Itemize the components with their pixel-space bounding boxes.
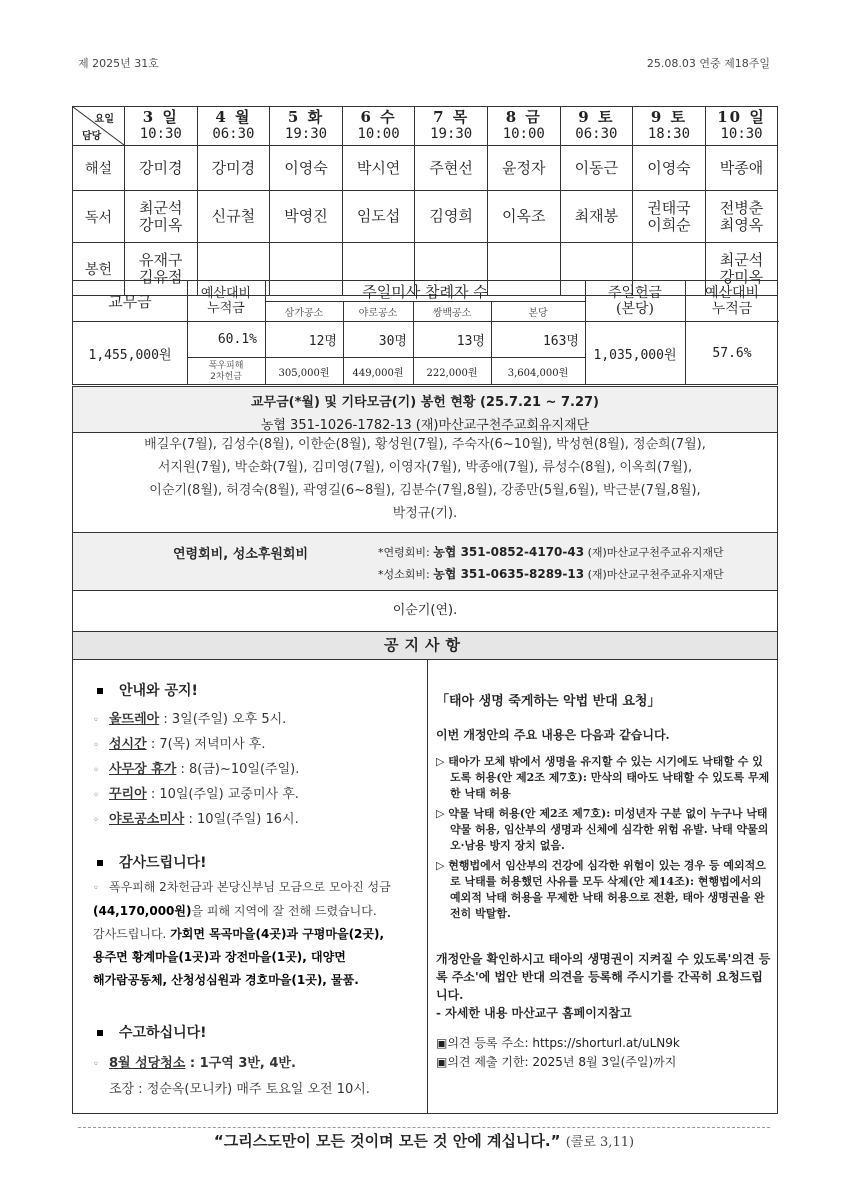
att-col: 본당 bbox=[528, 307, 548, 319]
att-col: 쌍백공소 bbox=[432, 307, 472, 319]
duty-cell: 박시연 bbox=[342, 146, 415, 191]
att-col: 야로공소 bbox=[358, 307, 398, 319]
role-offertory: 봉헌 bbox=[73, 243, 125, 296]
duty-cell: 김영희 bbox=[415, 191, 488, 243]
duty-cell: 최군석 강미옥 bbox=[705, 243, 778, 296]
day-header: 3 일 10:30 bbox=[125, 107, 198, 146]
petition-title: 「태아 생명 죽게하는 악법 반대 요청」 bbox=[436, 694, 661, 709]
flood-value: 3,604,000원 bbox=[507, 368, 569, 379]
duty-cell: 전병춘 최영옥 bbox=[705, 191, 778, 243]
petition-deadline: ▣의견 제출 기한: 2025년 8월 3일(주일)까지 bbox=[436, 1055, 677, 1069]
day-header: 8 금 10:00 bbox=[487, 107, 560, 146]
association-header bbox=[72, 533, 778, 591]
notice-body bbox=[72, 660, 778, 1114]
finance-table bbox=[72, 280, 778, 385]
flood-value: 449,000원 bbox=[352, 368, 404, 379]
attendance-value: 12명 bbox=[308, 333, 337, 349]
attendance-value: 30명 bbox=[378, 333, 407, 349]
duty-cell: 최재봉 bbox=[560, 191, 633, 243]
attendance-value: 163명 bbox=[542, 333, 579, 349]
duty-cell: 유재구 김유점 bbox=[125, 243, 198, 296]
section-heading: 수고하십니다! bbox=[97, 1022, 207, 1042]
cleaning-leader: 조장 : 정순옥(모니카) 매주 토요일 오전 10시. bbox=[109, 1082, 370, 1097]
duty-cell: 이옥조 bbox=[487, 191, 560, 243]
duty-cell: 이동근 bbox=[560, 146, 633, 191]
day-header: 5 화 19:30 bbox=[270, 107, 343, 146]
petition-intro: 이번 개정안의 주요 내용은 다음과 같습니다. bbox=[436, 728, 670, 742]
duty-cell: 임도섭 bbox=[342, 191, 415, 243]
duty-cell: 윤정자 bbox=[487, 146, 560, 191]
duty-cell: 권태국 이희순 bbox=[633, 191, 706, 243]
kyomu-amount: 1,455,000원 bbox=[88, 348, 172, 363]
day-header: 4 월 06:30 bbox=[197, 107, 270, 146]
day-header: 10 일 10:30 bbox=[705, 107, 778, 146]
offering-label: 주일헌금 (본당) bbox=[607, 285, 663, 317]
notice-title: 공지사항 bbox=[72, 632, 778, 660]
duty-cell: 이영숙 bbox=[633, 146, 706, 191]
notice-item: ◦ 꾸리아 : 10일(주일) 교중미사 후. bbox=[93, 787, 299, 802]
association-title: 연령회비, 성소후원회비 bbox=[173, 547, 309, 562]
day-header: 7 목 19:30 bbox=[415, 107, 488, 146]
role-reading: 독서 bbox=[73, 191, 125, 243]
donor-line: 박정규(기). bbox=[392, 506, 458, 521]
association-donors: 이순기(연). bbox=[72, 591, 778, 632]
duty-cell: 박영진 bbox=[270, 191, 343, 243]
petition-items bbox=[436, 754, 771, 922]
duty-cell: 박종애 bbox=[705, 146, 778, 191]
duty-cell: 신규철 bbox=[197, 191, 270, 243]
notice-left-column bbox=[73, 660, 428, 1113]
donor-list bbox=[72, 433, 778, 533]
schedule-corner bbox=[73, 107, 125, 146]
notice-item: ◦ 울뜨레아 : 3일(주일) 오후 5시. bbox=[93, 712, 287, 727]
issue-date: 25.08.03 연중 제18주일 bbox=[646, 57, 770, 70]
flood-label: 폭우피해 2차헌금 bbox=[208, 360, 244, 382]
petition-request: 개정안을 확인하시고 태아의 생명권이 지켜질 수 있도록'의견 등록 주소'에 법안 반대 의견을 등록해 주시기를 간곡히 요청드립니다. bbox=[436, 952, 771, 1002]
day-header: 9 토 06:30 bbox=[560, 107, 633, 146]
issue-number: 제 2025년 31호 bbox=[78, 57, 159, 70]
section-heading: 감사드립니다! bbox=[97, 852, 207, 872]
mass-schedule-table bbox=[72, 106, 778, 296]
corner-duty-label: 담당 bbox=[82, 131, 102, 142]
donation-account: 농협 351-1026-1782-13 (재)마산교구천주교회유지재단 bbox=[260, 418, 590, 433]
donor-line: 배길우(7월), 김성수(8월), 이한순(8월), 황성원(7월), 주숙자(6~10월), 박성현(8월), 정순희(7월), bbox=[144, 437, 706, 452]
donation-header bbox=[72, 386, 778, 433]
association-account-1: *연령회비: 농협 351-0852-4170-43 (재)마산교구천주교유지재단 bbox=[378, 545, 724, 559]
role-commentary: 해설 bbox=[73, 146, 125, 191]
att-col: 삼가공소 bbox=[284, 307, 324, 319]
duty-cell: 최군석 강미옥 bbox=[125, 191, 198, 243]
petition-link[interactable]: ▣의견 등록 주소: https://shorturl.at/uLN9k bbox=[436, 1036, 680, 1050]
day-header: 9 토 18:30 bbox=[633, 107, 706, 146]
petition-more-info: - 자세한 내용 마산교구 홈페이지참고 bbox=[436, 1006, 632, 1020]
kyomu-label: 교무금 bbox=[108, 292, 152, 311]
notice-item: ◦ 8월 성당청소 : 1구역 3반, 4반. bbox=[93, 1056, 296, 1071]
petition-item: ▷ 태아가 모체 밖에서 생명을 유지할 수 있는 시기에도 낙태할 수 있도록 허용(안 제2조 제7호): 만삭의 태아도 낙태할 수 있도록 무제한 낙태 허용 bbox=[436, 755, 770, 800]
kyomu-percent: 60.1% bbox=[217, 331, 257, 347]
flood-value: 222,000원 bbox=[426, 368, 478, 379]
notice-item: ◦ 성시간 : 7(목) 저녁미사 후. bbox=[93, 737, 266, 752]
petition-item: ▷ 현행법에서 임산부의 건강에 심각한 위험이 있는 경우 등 예외적으로 낙태를 허용했던 사유를 모두 삭제(안 제14조): 현행법에서의 예외적 낙태 허용을 무제한 낙태 허용으로 전환, 태아 생명권을 완전히 박탈함. bbox=[436, 859, 766, 920]
association-account-2: *성소회비: 농협 351-0635-8289-13 (재)마산교구천주교유지재단 bbox=[378, 567, 724, 581]
donor-line: 이순기(8월), 허경숙(8월), 곽영길(6~8월), 김분수(7월,8월), 강종만(5월,6월), 박근분(7월,8월), bbox=[149, 483, 701, 498]
thanks-paragraph: ◦ 폭우피해 2차헌금과 본당신부님 모금으로 모아진 성금 (44,170,000원)을 피해 지역에 잘 전해 드렸습니다. 감사드립니다. 가회면 목곡마을(4곳)과 구평마을(2곳), 용주면 황계마을(1곳)과 장전마을(1곳), 대양면 해가람공동체, 산청성심원과 경호마을(1곳), 물품. bbox=[93, 880, 391, 987]
attendance-value: 13명 bbox=[456, 333, 485, 349]
offering-budget-label: 예산대비 누적금 bbox=[704, 285, 760, 317]
duty-cell: 강미경 bbox=[125, 146, 198, 191]
duty-cell: 이영숙 bbox=[270, 146, 343, 191]
donation-title: 교무금(*월) 및 기타모금(기) 봉헌 현황 (25.7.21 ~ 7.27) bbox=[250, 395, 599, 410]
offering-amount: 1,035,000원 bbox=[593, 348, 677, 363]
notice-right-column bbox=[428, 660, 777, 1113]
budget-label: 예산대비 누적금 bbox=[200, 286, 252, 316]
duty-cell: 강미경 bbox=[197, 146, 270, 191]
day-header: 6 수 10:00 bbox=[342, 107, 415, 146]
footer-quote: “그리스도만이 모든 것이며 모든 것 안에 계십니다.” (콜로 3,11) bbox=[213, 1132, 635, 1150]
section-heading: 안내와 공지! bbox=[97, 680, 198, 700]
corner-day-label: 요일 bbox=[94, 114, 114, 125]
attendance-label: 주일미사 참례자 수 bbox=[362, 282, 488, 301]
offering-percent: 57.6% bbox=[712, 346, 752, 361]
duty-cell: 주현선 bbox=[415, 146, 488, 191]
flood-value: 305,000원 bbox=[278, 368, 330, 379]
notice-item: ◦ 야로공소미사 : 10일(주일) 16시. bbox=[93, 812, 299, 827]
notice-item: ◦ 사무장 휴가 : 8(금)~10일(주일). bbox=[93, 762, 300, 777]
petition-item: ▷ 약물 낙태 허용(안 제2조 제7호): 미성년자 구분 없이 누구나 낙태 약물 허용, 임산부의 생명과 신체에 심각한 위험 유발. 낙태 약물의 오·남용 방지 장치 없음. bbox=[436, 807, 769, 852]
footer-divider bbox=[78, 1127, 770, 1128]
donor-line: 서지원(7월), 박순화(7월), 김미영(7월), 이영자(7월), 박종애(7월), 류성수(8월), 이옥희(7월), bbox=[157, 460, 693, 475]
